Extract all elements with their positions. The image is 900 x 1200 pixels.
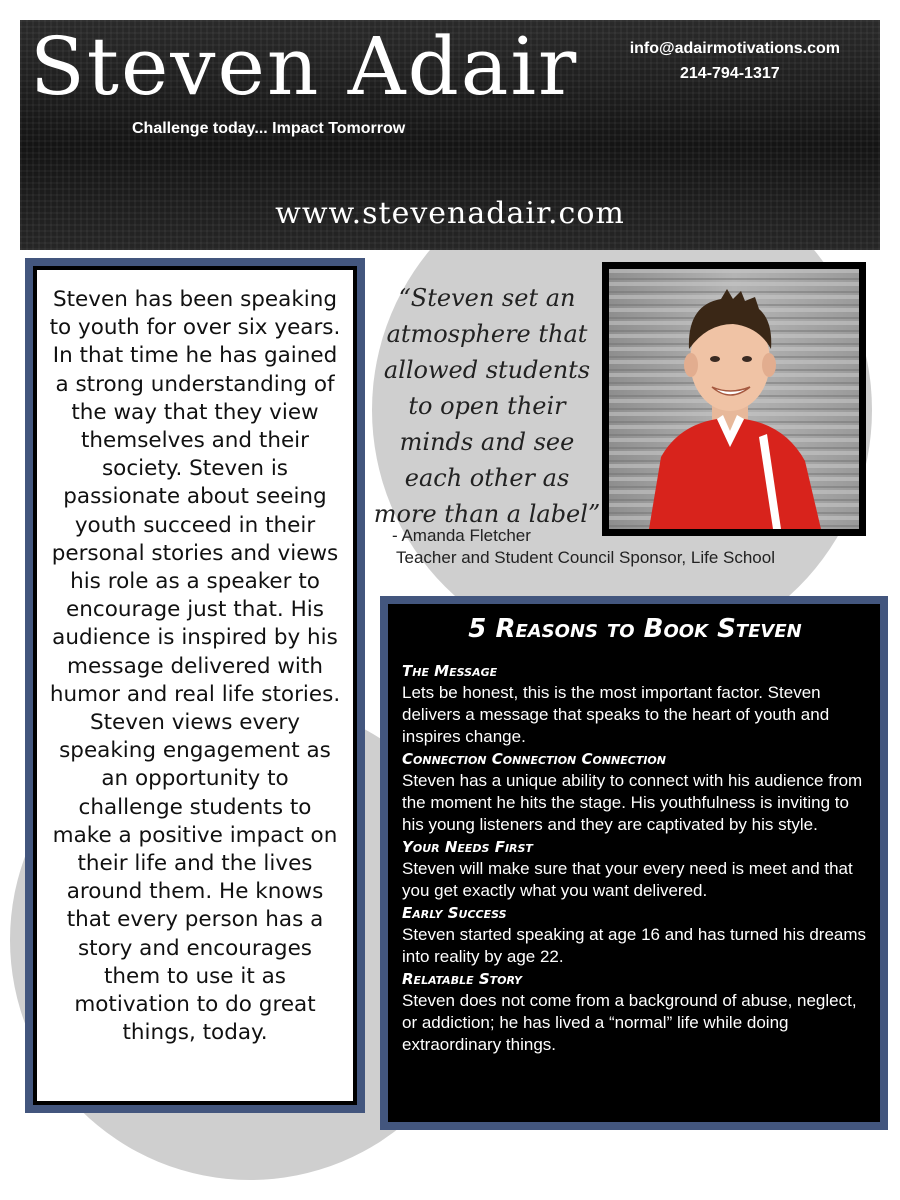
reasons-panel bbox=[380, 596, 888, 1130]
tagline: Challenge today... Impact Tomorrow bbox=[132, 120, 406, 137]
testimonial-author: - Amanda Fletcher bbox=[392, 526, 531, 545]
header-banner bbox=[20, 20, 880, 250]
reason-body: Steven started speaking at age 16 and has turned his dreams into reality by age 22. bbox=[402, 925, 867, 966]
contact-phone[interactable]: 214-794-1317 bbox=[680, 65, 780, 82]
reason-heading: The Message bbox=[402, 662, 498, 680]
speaker-photo bbox=[602, 262, 866, 536]
speaker-name: Steven Adair bbox=[30, 20, 579, 113]
reason-body: Steven will make sure that your every need is meet and that you get exactly what you want delivered. bbox=[402, 859, 853, 900]
website-link[interactable]: www.stevenadair.com bbox=[275, 196, 625, 231]
bio-panel bbox=[25, 258, 365, 1113]
reason-body: Steven has a unique ability to connect with his audience from the moment he hits the stage. His youthfulness is inviting to his young listeners and they are captivated by his style. bbox=[402, 771, 863, 834]
reasons-panel-inner bbox=[388, 604, 880, 1122]
reason-heading: Relatable Story bbox=[402, 970, 522, 988]
bio-text: Steven has been speaking to youth for over six years. In that time he has gained a strong understanding of the way that they view themselves and their society. Steven is passionate about seeing youth succeed in their personal stories and views his role as a speaker to encourage just that. His audience is inspired by his message delivered with humor and real life stories. Steven views every speaking engagement as an opportunity to challenge students to make a positive impact on their life and the lives around them. He knows that every person has a story and encourages them to use it as motivation to do great things, today. bbox=[37, 270, 353, 1101]
reason-heading: Early Success bbox=[402, 904, 507, 922]
testimonial-author-title: Teacher and Student Council Sponsor, Life School bbox=[396, 548, 775, 567]
testimonial-quote: “Steven set an atmosphere that allowed students to open their minds and see each other as more than a label” bbox=[373, 284, 601, 528]
contact-email[interactable]: info@adairmotivations.com bbox=[629, 40, 840, 57]
reason-heading: Your Needs First bbox=[402, 838, 533, 856]
speaker-portrait-image bbox=[609, 269, 859, 529]
reason-heading: Connection Connection Connection bbox=[402, 750, 666, 768]
reasons-title: 5 Reasons to Book Steven bbox=[468, 614, 802, 644]
reason-body: Lets be honest, this is the most important factor. Steven delivers a message that speaks to the heart of youth and inspires change. bbox=[402, 683, 830, 746]
reason-body: Steven does not come from a background of abuse, neglect, or addiction; he has lived a “normal” life while doing extraordinary things. bbox=[402, 991, 857, 1054]
bio-panel-inner bbox=[33, 266, 357, 1105]
